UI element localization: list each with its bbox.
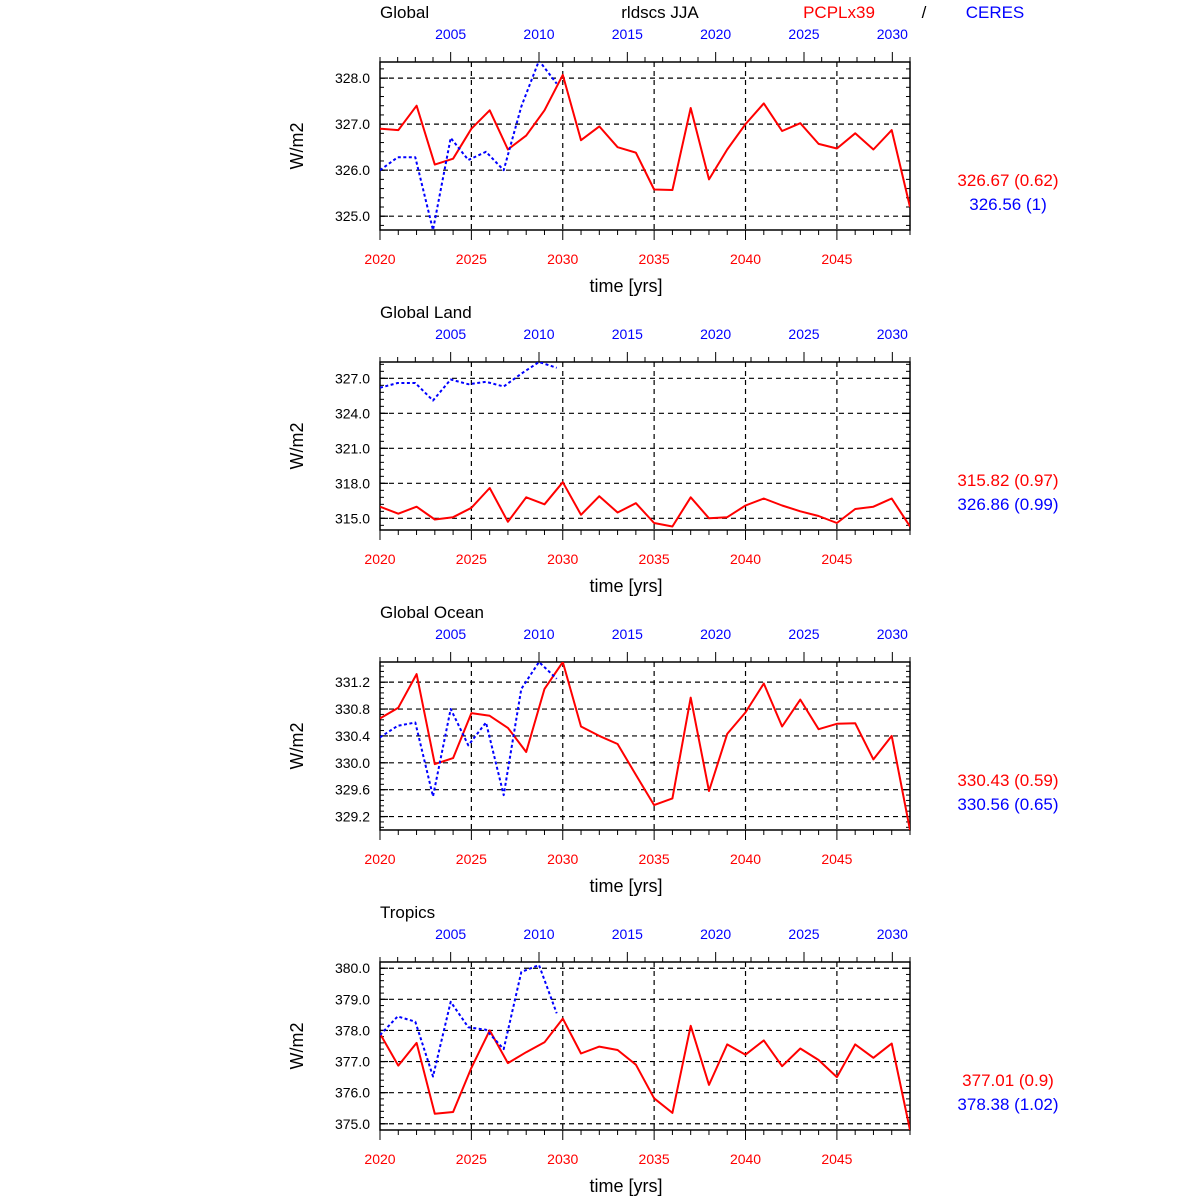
x-top-tick-label: 2010: [523, 326, 555, 342]
x-top-tick-label: 2020: [700, 926, 732, 942]
header-obs: CERES: [965, 3, 1025, 22]
x-bottom-tick-label: 2040: [729, 551, 762, 567]
model-stat-label: 326.67 (0.62): [957, 171, 1059, 190]
x-bottom-tick-label: 2045: [821, 1151, 853, 1167]
x-top-tick-label: 2020: [700, 326, 732, 342]
panel-1: [287, 303, 1059, 596]
panel-2: [287, 603, 1059, 896]
x-bottom-tick-label: 2040: [729, 1151, 762, 1167]
x-top-tick-label: 2015: [611, 626, 643, 642]
x-bottom-tick-label: 2020: [364, 851, 396, 867]
x-bottom-tick-label: 2020: [364, 1151, 396, 1167]
y-tick-label: 330.0: [334, 754, 370, 771]
plot-frame: [380, 362, 910, 530]
x-top-tick-label: 2030: [876, 26, 908, 42]
y-tick-label: 315.0: [334, 510, 370, 527]
x-bottom-tick-label: 2040: [729, 251, 762, 267]
x-bottom-tick-label: 2020: [364, 251, 396, 267]
y-tick-label: 329.6: [334, 781, 370, 798]
panel-title: Global Ocean: [380, 603, 484, 622]
header-model: PCPLx39: [803, 3, 875, 22]
x-top-tick-label: 2005: [435, 926, 467, 942]
x-top-tick-label: 2030: [876, 926, 908, 942]
x-bottom-tick-label: 2025: [455, 851, 487, 867]
x-top-tick-label: 2015: [611, 26, 643, 42]
x-bottom-tick-label: 2025: [455, 551, 487, 567]
y-tick-label: 330.8: [334, 701, 370, 718]
y-tick-label: 376.0: [334, 1084, 370, 1101]
x-bottom-tick-label: 2035: [638, 551, 670, 567]
header-variable: rldscs JJA: [621, 3, 699, 22]
obs-series-line: [380, 362, 557, 401]
x-top-tick-label: 2005: [435, 626, 467, 642]
y-tick-label: 324.0: [334, 405, 370, 422]
y-tick-label: 318.0: [334, 475, 370, 492]
y-tick-label: 380.0: [334, 960, 370, 977]
x-bottom-tick-label: 2045: [821, 251, 853, 267]
model-series-line: [380, 75, 910, 207]
x-top-tick-label: 2010: [523, 926, 555, 942]
x-top-tick-label: 2010: [523, 26, 555, 42]
x-top-tick-label: 2005: [435, 26, 467, 42]
y-tick-label: 378.0: [334, 1022, 370, 1039]
panel-title: Tropics: [380, 903, 436, 922]
x-top-tick-label: 2025: [788, 926, 820, 942]
header-region: Global: [380, 3, 430, 22]
y-tick-label: 325.0: [334, 208, 370, 225]
obs-stat-label: 378.38 (1.02): [957, 1095, 1059, 1114]
y-axis-label: W/m2: [287, 122, 307, 170]
y-tick-label: 375.0: [334, 1115, 370, 1132]
y-axis-label: W/m2: [287, 722, 307, 770]
x-top-tick-label: 2025: [788, 626, 820, 642]
model-stat-label: 330.43 (0.59): [957, 771, 1059, 790]
y-tick-label: 330.4: [334, 727, 370, 744]
panel-title: Global Land: [380, 303, 472, 322]
x-top-tick-label: 2020: [700, 26, 732, 42]
y-tick-label: 327.0: [334, 370, 370, 387]
header-separator: /: [921, 3, 927, 22]
model-series-line: [380, 482, 910, 526]
x-bottom-tick-label: 2035: [638, 1151, 670, 1167]
y-tick-label: 321.0: [334, 440, 370, 457]
model-series-line: [380, 1019, 910, 1130]
obs-series-line: [380, 965, 557, 1076]
obs-stat-label: 330.56 (0.65): [957, 795, 1059, 814]
obs-series-line: [380, 61, 557, 230]
x-top-tick-label: 2005: [435, 326, 467, 342]
x-top-tick-label: 2030: [876, 626, 908, 642]
x-bottom-tick-label: 2035: [638, 851, 670, 867]
x-bottom-tick-label: 2025: [455, 1151, 487, 1167]
x-bottom-tick-label: 2020: [364, 551, 396, 567]
x-axis-label: time [yrs]: [589, 876, 663, 896]
x-top-tick-label: 2025: [788, 326, 820, 342]
y-tick-label: 329.2: [334, 808, 370, 825]
x-top-tick-label: 2025: [788, 26, 820, 42]
x-bottom-tick-label: 2045: [821, 551, 853, 567]
x-bottom-tick-label: 2040: [729, 851, 762, 867]
x-bottom-tick-label: 2025: [455, 251, 487, 267]
model-stat-label: 377.01 (0.9): [962, 1071, 1054, 1090]
x-top-tick-label: 2020: [700, 626, 732, 642]
y-tick-label: 379.0: [334, 991, 370, 1008]
x-top-tick-label: 2015: [611, 326, 643, 342]
y-tick-label: 331.2: [334, 674, 370, 691]
y-tick-label: 326.0: [334, 162, 370, 179]
obs-stat-label: 326.86 (0.99): [957, 495, 1059, 514]
y-axis-label: W/m2: [287, 1022, 307, 1070]
plot-frame: [380, 962, 910, 1130]
y-tick-label: 377.0: [334, 1053, 370, 1070]
x-bottom-tick-label: 2030: [547, 551, 579, 567]
plot-frame: [380, 662, 910, 830]
obs-series-line: [380, 662, 557, 796]
x-bottom-tick-label: 2030: [547, 1151, 579, 1167]
y-axis-label: W/m2: [287, 422, 307, 470]
x-axis-label: time [yrs]: [589, 276, 663, 296]
x-axis-label: time [yrs]: [589, 576, 663, 596]
model-stat-label: 315.82 (0.97): [957, 471, 1059, 490]
x-bottom-tick-label: 2045: [821, 851, 853, 867]
x-top-tick-label: 2015: [611, 926, 643, 942]
model-series-line: [380, 662, 910, 830]
y-tick-label: 328.0: [334, 70, 370, 87]
x-bottom-tick-label: 2030: [547, 851, 579, 867]
x-bottom-tick-label: 2035: [638, 251, 670, 267]
obs-stat-label: 326.56 (1): [969, 195, 1047, 214]
panel-3: [287, 903, 1059, 1196]
x-axis-label: time [yrs]: [589, 1176, 663, 1196]
x-top-tick-label: 2030: [876, 326, 908, 342]
x-bottom-tick-label: 2030: [547, 251, 579, 267]
panel-0: [287, 26, 1059, 296]
y-tick-label: 327.0: [334, 116, 370, 133]
x-top-tick-label: 2010: [523, 626, 555, 642]
